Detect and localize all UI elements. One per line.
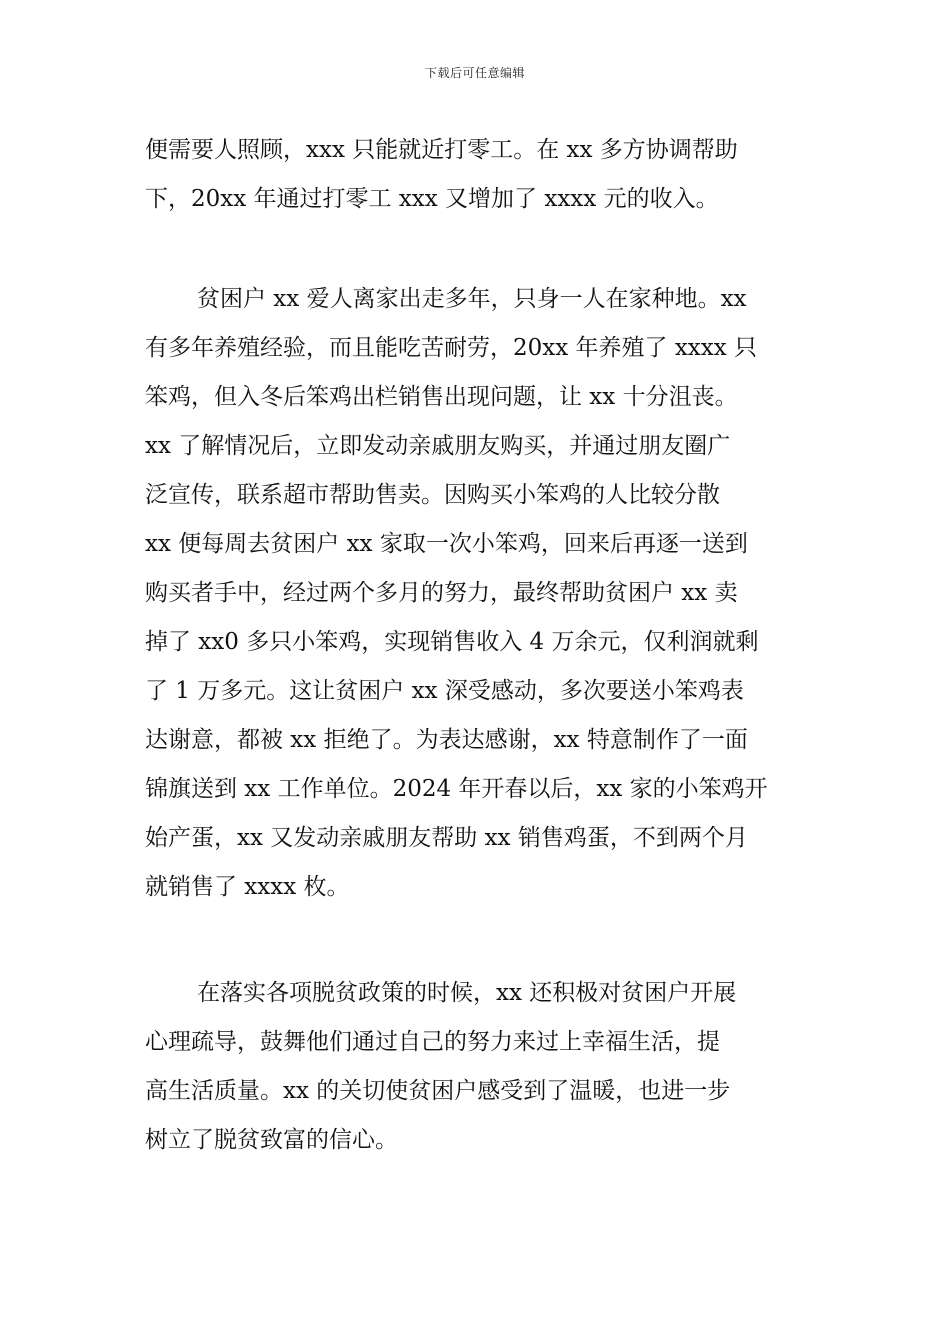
paragraph-line: 心理疏导，鼓舞他们通过自己的努力来过上幸福生活，提 <box>145 1029 720 1055</box>
paragraph-line: 了 1 万多元。这让贫困户 xx 深受感动，多次要送小笨鸡表 <box>145 678 744 704</box>
paragraph-line: 锦旗送到 xx 工作单位。2024 年开春以后，xx 家的小笨鸡开 <box>145 776 768 802</box>
paragraph-line: 贫困户 xx 爱人离家出走多年，只身一人在家种地。xx <box>197 286 747 312</box>
paragraph-line: 达谢意，都被 xx 拒绝了。为表达感谢，xx 特意制作了一面 <box>145 727 748 753</box>
paragraph-line: 始产蛋，xx 又发动亲戚朋友帮助 xx 销售鸡蛋，不到两个月 <box>145 825 748 851</box>
paragraph-line: 下，20xx 年通过打零工 xxx 又增加了 xxxx 元的收入。 <box>145 186 719 212</box>
paragraph-line: 购买者手中，经过两个多月的努力，最终帮助贫困户 xx 卖 <box>145 580 738 606</box>
paragraph-line: 高生活质量。xx 的关切使贫困户感受到了温暖，也进一步 <box>145 1078 731 1104</box>
paragraph-line: 在落实各项脱贫政策的时候，xx 还积极对贫困户开展 <box>197 980 737 1006</box>
paragraph-line: 树立了脱贫致富的信心。 <box>145 1127 398 1153</box>
paragraph-1 <box>145 126 813 224</box>
paragraph-line: 有多年养殖经验，而且能吃苦耐劳，20xx 年养殖了 xxxx 只 <box>145 335 758 361</box>
paragraph-3 <box>145 969 813 1165</box>
header-note: 下载后可任意编辑 <box>424 66 525 80</box>
paragraph-2 <box>145 275 813 912</box>
paragraph-line: 泛宣传，联系超市帮助售卖。因购买小笨鸡的人比较分散 <box>145 482 720 508</box>
paragraph-line: xx 便每周去贫困户 xx 家取一次小笨鸡，回来后再逐一送到 <box>145 531 748 557</box>
paragraph-line: 便需要人照顾，xxx 只能就近打零工。在 xx 多方协调帮助 <box>145 137 738 163</box>
paragraph-line: 就销售了 xxxx 枚。 <box>145 874 350 900</box>
paragraph-line: 掉了 xx0 多只小笨鸡，实现销售收入 4 万余元，仅利润就剩 <box>145 629 759 655</box>
paragraph-line: 笨鸡，但入冬后笨鸡出栏销售出现问题，让 xx 十分沮丧。 <box>145 384 738 410</box>
paragraph-line: xx 了解情况后，立即发动亲戚朋友购买，并通过朋友圈广 <box>145 433 731 459</box>
